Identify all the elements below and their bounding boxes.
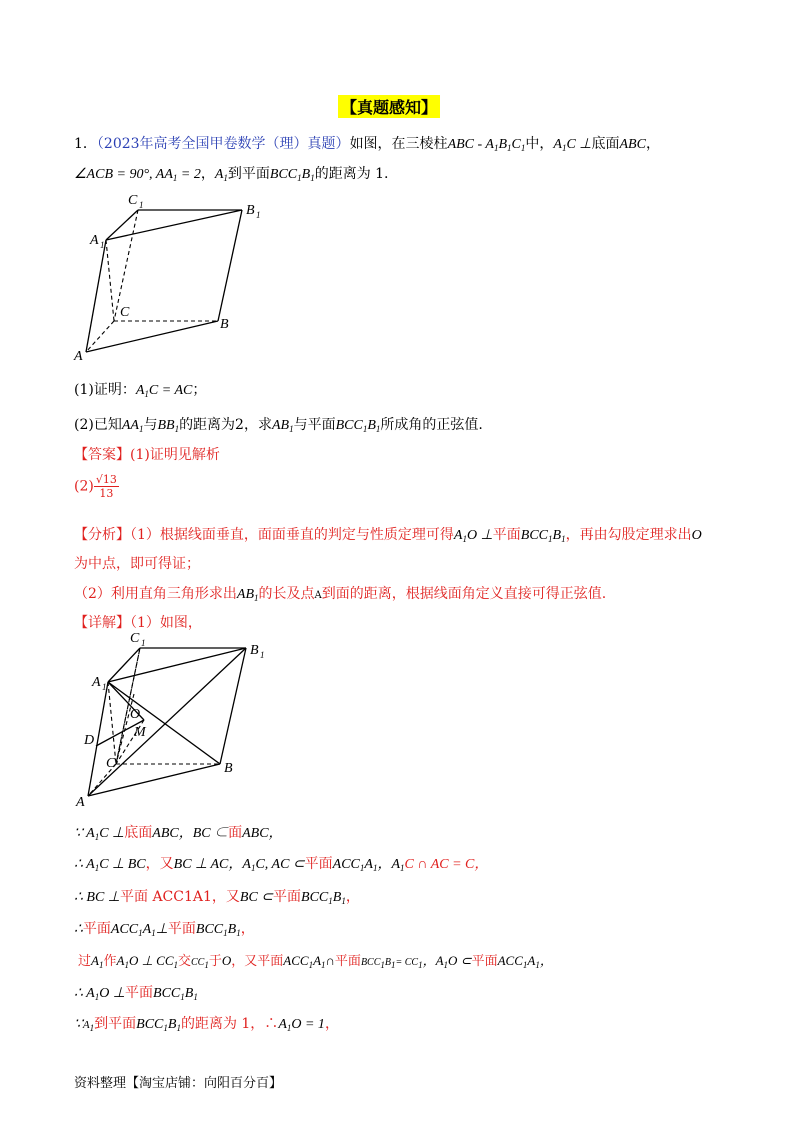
step-math: ∴ A — [74, 986, 95, 1001]
analysis-text: ，再由勾股定理求出 — [565, 527, 692, 543]
step-sub: 1 — [321, 960, 326, 970]
answer-fraction — [94, 473, 119, 500]
step-math: O ⊥ — [99, 986, 126, 1001]
step-text: 交 — [178, 954, 192, 969]
math-angle: ∠ACB = 90°, $AA_1 = 2$ — [74, 167, 201, 183]
step-math: B — [332, 890, 342, 905]
label-b1: B — [246, 203, 255, 218]
step-sub: 1 — [380, 960, 385, 970]
step-math: C ⊥ BC — [99, 857, 146, 872]
step-math: A — [364, 857, 373, 872]
step-7 — [74, 1013, 339, 1033]
q1-suffix: ； — [192, 382, 207, 398]
step-sub: 1 — [173, 960, 178, 970]
step-3 — [74, 886, 360, 906]
problem-text: ， — [645, 136, 660, 152]
step-text: 作 — [103, 954, 117, 969]
step-text: ， — [240, 921, 255, 937]
step-sub: 1 — [400, 863, 405, 873]
step-math: BCC — [360, 957, 381, 968]
step-sub: 1 — [193, 992, 198, 1002]
step-text: 到平面 — [94, 1016, 137, 1032]
step-sub: 1 — [98, 960, 104, 970]
label-m: M — [134, 725, 146, 740]
analysis-math: O — [691, 528, 702, 543]
step-sub: 1 — [372, 863, 378, 873]
step-sub: 1 — [328, 896, 333, 906]
analysis-math: $A_1O$ ⊥ — [453, 528, 493, 544]
step-sub: 1 — [535, 960, 540, 970]
q2-text: 所成角的正弦值. — [380, 417, 483, 433]
question-2 — [74, 414, 483, 434]
step-6 — [74, 982, 198, 1002]
q1-prefix: (1)证明： — [74, 382, 136, 398]
step-sub: 1 — [138, 928, 143, 938]
math-prism: ABC - $A_1B_1C_1$ — [447, 137, 526, 153]
analysis-point-a: A — [314, 590, 322, 601]
analysis-text: 平面 — [492, 527, 521, 543]
step-4 — [74, 918, 255, 938]
problem-text: 底面 — [591, 136, 620, 152]
analysis-text: 的长及点 — [258, 586, 315, 602]
step-math: ACC — [110, 922, 139, 937]
step-text: ，又 — [145, 856, 174, 872]
label-sub: 1 — [139, 200, 144, 210]
step-sub: 1 — [89, 1023, 95, 1033]
step-math: ⊥ — [155, 922, 168, 937]
q2-text: (2)已知 — [74, 417, 122, 433]
prism-figure-2 — [72, 630, 282, 810]
q2-math-aa1: $AA_1$ — [121, 418, 144, 434]
step-math: B — [384, 957, 391, 968]
step-math: A — [116, 953, 125, 968]
step-text: 的距离为 1，∴ — [180, 1016, 279, 1032]
step-math: ∩ — [325, 953, 335, 968]
analysis-text: （2）利用直角三角形求出 — [74, 586, 237, 602]
step-math: ACC — [283, 953, 309, 968]
problem-text: 到平面 — [227, 166, 270, 182]
label-sub: 1 — [256, 210, 261, 220]
label-a1: A — [92, 675, 101, 690]
label-b: B — [224, 761, 233, 776]
step-text: 于 — [208, 954, 222, 969]
step-math: ACC — [332, 857, 360, 872]
step-sub: 1 — [124, 960, 129, 970]
step-sub: 1 — [204, 960, 209, 970]
step-sub: 1 — [522, 960, 528, 970]
step-sub: 1 — [418, 960, 423, 970]
math-plane: $BCC_1B_1$ — [269, 167, 315, 183]
label-sub: 1 — [260, 650, 265, 660]
answer-label: 【答案】 — [74, 447, 130, 463]
step-sub: 1 — [223, 928, 228, 938]
problem-text: 中， — [525, 136, 554, 152]
step-math: O ⊥ CC — [128, 953, 174, 968]
step-math: B — [227, 922, 237, 937]
q1-math: $A_1C$ = AC — [135, 383, 193, 399]
step-text: 面 — [228, 825, 243, 841]
step-sub: 1 — [341, 896, 346, 906]
detail-text: （1）如图， — [130, 615, 202, 631]
step-math: ∴ — [74, 922, 83, 937]
label-c1: C — [128, 193, 138, 208]
step-sub: 1 — [94, 863, 100, 873]
step-math: BCC — [301, 890, 329, 905]
step-sub: 1 — [286, 1023, 292, 1033]
step-sub: 1 — [236, 928, 241, 938]
step-math: ABC，BC ⊂ — [152, 826, 229, 841]
page-footer: 资料整理【淘宝店铺：向阳百分百】 — [74, 1076, 283, 1091]
label-a: A — [74, 349, 83, 364]
math-abc: ABC — [619, 137, 646, 152]
step-math: C ⊥ — [99, 826, 125, 841]
step-sub: 1 — [163, 1023, 168, 1033]
q2-math-bb1: $BB_1$ — [157, 418, 180, 434]
step-text: 平面 — [471, 954, 498, 969]
step-text: 平面 — [167, 921, 196, 937]
label-b1: B — [250, 643, 259, 658]
step-math: A — [313, 953, 322, 968]
step-text: ， — [345, 889, 360, 905]
step-text: ，又平面 — [231, 954, 284, 969]
q2-text: 与 — [143, 417, 158, 433]
step-text: 平面 ACC1A1，又 — [120, 889, 240, 905]
step-math: ∵ A — [74, 826, 95, 841]
step-text: ， — [324, 1016, 339, 1032]
step-sub: 1 — [180, 992, 185, 1002]
step-math: ∵ — [74, 1017, 83, 1032]
step-math: BC ⊂ — [239, 890, 274, 905]
step-sub: 1 — [391, 960, 396, 970]
q2-text: 与平面 — [293, 417, 336, 433]
step-math: BCC — [153, 986, 181, 1001]
step-math: BCC — [195, 922, 224, 937]
step-math: B — [167, 1017, 177, 1032]
analysis-text: 到面的距离，根据线面角定义直接可得正弦值. — [321, 586, 607, 602]
analysis-line-2: 为中点，即可得证； — [74, 556, 200, 572]
math-a1c-perp: $A_1C$ ⊥ — [553, 137, 592, 153]
prism-figure-1 — [70, 188, 270, 368]
step-math: O — [221, 953, 232, 968]
q2-text: 的距离为2，求 — [179, 417, 272, 433]
problem-text: 的距离为 1. — [314, 166, 389, 182]
answer-text: (1)证明见解析 — [130, 447, 220, 463]
step-sub: 1 — [443, 960, 449, 970]
step-math: BCC — [136, 1017, 164, 1032]
label-a1: A — [90, 233, 99, 248]
step-sub: 1 — [94, 992, 100, 1002]
step-math: A — [278, 1017, 287, 1032]
analysis-text: （1）根据线面垂直，面面垂直的判定与性质定理可得 — [130, 527, 454, 543]
step-math: ， — [539, 953, 553, 968]
analysis-math: $BCC_1B_1$ — [520, 528, 566, 544]
step-math: ABC， — [242, 826, 283, 841]
step-sub: 1 — [250, 863, 256, 873]
step-sub: 1 — [359, 863, 365, 873]
step-text: 平面 — [334, 954, 361, 969]
step-text: 过 — [78, 954, 92, 969]
step-math: CC — [191, 957, 205, 968]
problem-text: 如图，在三棱柱 — [349, 136, 448, 152]
analysis-label: 【分析】 — [74, 527, 130, 543]
step-text: 底面 — [124, 825, 153, 841]
fraction-numerator: √13 — [95, 473, 117, 486]
fraction-denominator: 13 — [99, 487, 114, 500]
problem-number: 1． — [74, 136, 97, 152]
detail-label: 【详解】 — [74, 615, 130, 631]
step-math: A — [82, 1019, 90, 1031]
step-math: ，A — [377, 857, 401, 872]
step-text: 平面 — [125, 985, 154, 1001]
step-2 — [74, 853, 488, 873]
problem-text: ， — [200, 166, 215, 182]
label-sub: 1 — [100, 240, 105, 250]
step-math: C, AC ⊂ — [255, 857, 305, 872]
step-text: 平面 — [304, 856, 333, 872]
label-c1: C — [130, 631, 140, 646]
answer-line-2 — [74, 473, 119, 500]
detail-line — [74, 612, 202, 632]
q2-math-ab1: $AB_1$ — [271, 418, 294, 434]
step-math: O = 1 — [291, 1017, 325, 1032]
step-math: B — [184, 986, 194, 1001]
step-sub: 1 — [176, 1023, 181, 1033]
analysis-math: $AB_1$ — [236, 587, 259, 603]
step-math: ，A — [422, 953, 444, 968]
label-sub: 1 — [141, 638, 146, 648]
label-a: A — [76, 795, 85, 810]
step-sub: 1 — [151, 928, 156, 938]
label-o: O — [130, 707, 141, 722]
question-1 — [74, 379, 206, 399]
label-c: C — [120, 305, 130, 320]
step-math: ACC — [497, 953, 523, 968]
section-title: 【真题感知】 — [338, 95, 440, 118]
step-math: = CC — [395, 957, 419, 968]
q2-math-plane: $BCC_1B_1$ — [335, 418, 381, 434]
answer-part-2: (2) — [74, 478, 94, 495]
label-b: B — [220, 317, 229, 332]
analysis-line-1 — [74, 524, 702, 544]
label-c: C — [106, 756, 116, 771]
step-math: A — [142, 922, 152, 937]
label-sub: 1 — [102, 682, 107, 692]
label-d: D — [84, 733, 95, 748]
step-1 — [74, 822, 283, 842]
step-math: ∴ BC ⊥ — [74, 890, 120, 905]
step-math: A — [91, 953, 99, 968]
analysis-line-3 — [74, 583, 606, 603]
problem-line-1 — [74, 133, 660, 153]
math-a1: $A_1$ — [214, 167, 228, 183]
problem-source: （2023年高考全国甲卷数学（理）真题） — [96, 136, 350, 152]
problem-line-2 — [74, 163, 389, 183]
step-sub: 1 — [308, 960, 314, 970]
step-math: BC ⊥ AC，A — [173, 857, 251, 872]
step-text: 平面 — [273, 889, 302, 905]
step-sub: 1 — [94, 832, 100, 842]
step-math: A — [527, 953, 536, 968]
step-5 — [78, 950, 553, 970]
step-math: C ∩ AC = C， — [404, 857, 489, 872]
answer-line-1 — [74, 444, 220, 464]
step-math: O ⊂ — [448, 953, 472, 968]
step-math: ∴ A — [74, 857, 95, 872]
step-text: 平面 — [82, 921, 111, 937]
